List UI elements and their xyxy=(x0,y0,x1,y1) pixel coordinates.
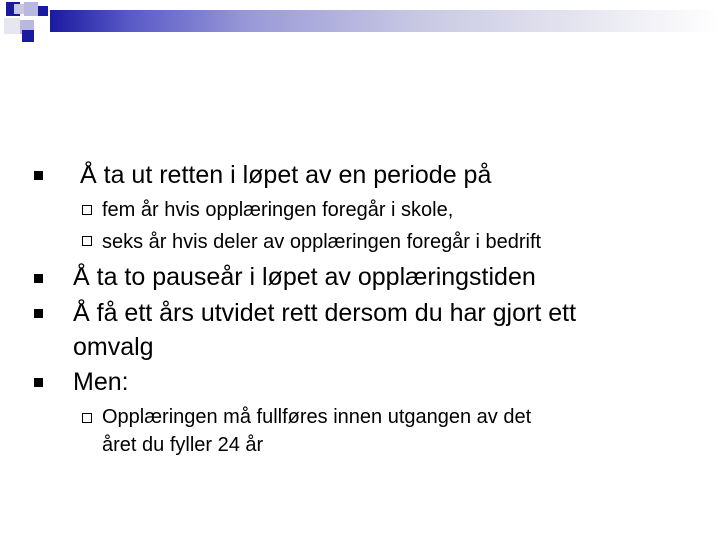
sub-bullet-text: seks år hvis deler av opplæringen foregår i bedrift xyxy=(102,231,542,253)
bullet-outline xyxy=(82,236,92,246)
bullet-square xyxy=(34,274,43,283)
bullet-square xyxy=(34,309,43,318)
bullet-text: Men: xyxy=(73,368,129,396)
sub-bullet-text-continuation: året du fyller 24 år xyxy=(102,434,264,456)
deco-square-dark-2 xyxy=(38,6,48,16)
sub-bullet-text: Opplæringen må fullføres innen utgangen av det xyxy=(102,406,532,428)
sub-bullet-text: fem år hvis opplæringen foregår i skole, xyxy=(102,199,454,221)
deco-square-dark-3 xyxy=(22,30,34,42)
header-decoration xyxy=(0,0,720,45)
bullet-text: Å ta ut retten i løpet av en periode på xyxy=(80,161,492,189)
bullet-outline xyxy=(82,413,92,423)
bullet-text-continuation: omvalg xyxy=(73,333,154,361)
bullet-text: Å få ett års utvidet rett dersom du har gjort ett xyxy=(73,299,577,327)
bullet-square xyxy=(34,378,43,387)
bullet-square xyxy=(34,171,43,180)
deco-square-mid xyxy=(24,2,38,16)
header-gradient-band xyxy=(50,10,720,32)
deco-square-light xyxy=(14,4,24,14)
bullet-text: Å ta to pauseår i løpet av opplæringstiden xyxy=(73,263,536,291)
bullet-outline xyxy=(82,205,92,215)
deco-square-light-2 xyxy=(4,18,20,34)
